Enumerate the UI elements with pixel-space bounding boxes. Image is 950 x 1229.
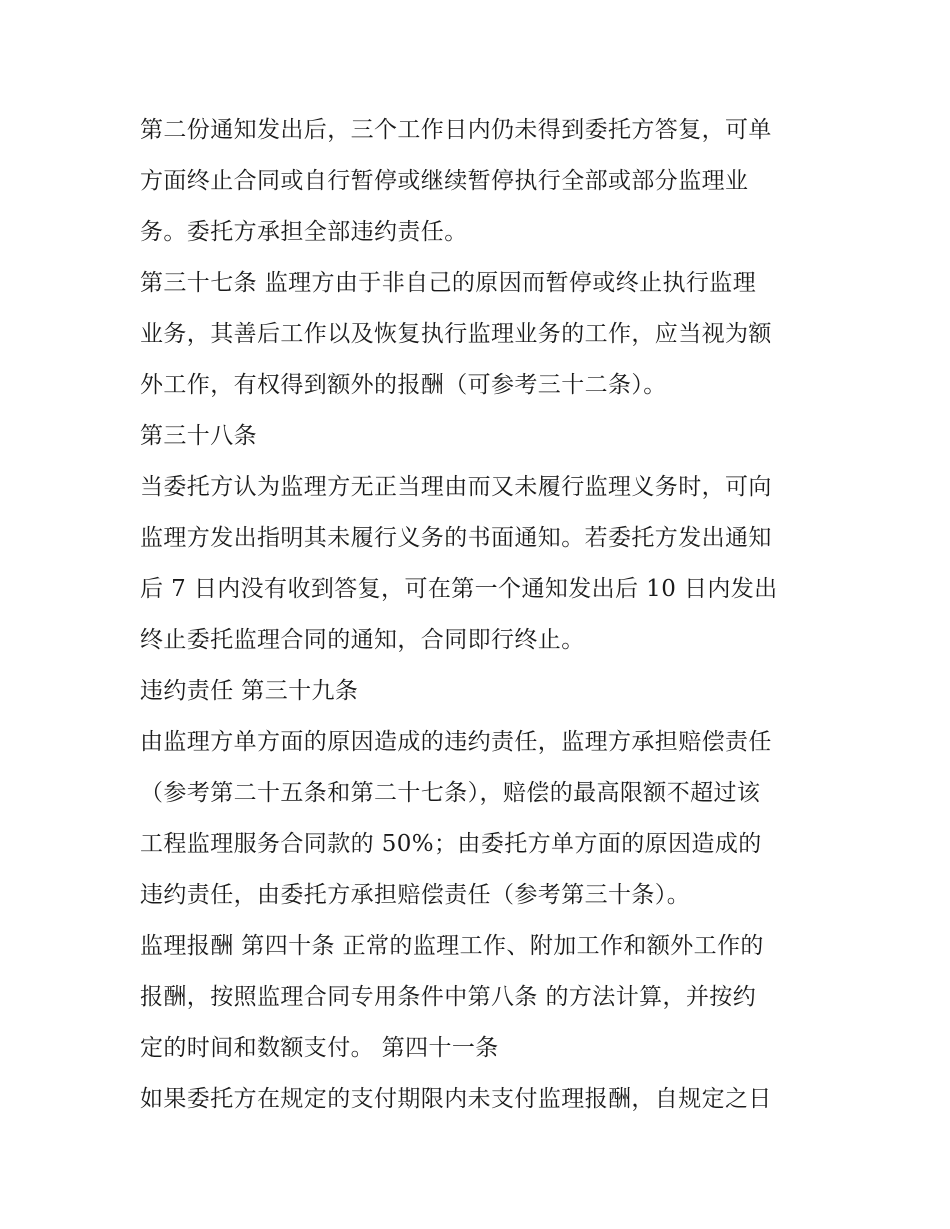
text-line: 监理方发出指明其未履行义务的书面通知。若委托方发出通知 xyxy=(140,525,772,551)
text-line: 后 7 日内没有收到答复，可在第一个通知发出后 10 日内发出 xyxy=(140,576,778,602)
text-line: 第二份通知发出后，三个工作日内仍未得到委托方答复，可单 xyxy=(140,117,772,143)
text-line: 报酬，按照监理合同专用条件中第八条 的方法计算，并按约 xyxy=(140,984,757,1010)
article-38-heading: 第三十八条 xyxy=(140,423,257,449)
text-line: 方面终止合同或自行暂停或继续暂停执行全部或部分监理业 xyxy=(140,168,749,194)
text-line: 工程监理服务合同款的 50%；由委托方单方面的原因造成的 xyxy=(140,831,762,857)
text-line: 务。委托方承担全部违约责任。 xyxy=(140,219,468,245)
text-line: 当委托方认为监理方无正当理由而又未履行监理义务时，可向 xyxy=(140,474,772,500)
text-line: 定的时间和数额支付。 第四十一条 xyxy=(140,1035,499,1061)
text-line: 业务，其善后工作以及恢复执行监理业务的工作，应当视为额 xyxy=(140,321,772,347)
text-line: 由监理方单方面的原因造成的违约责任，监理方承担赔偿责任 xyxy=(140,729,772,755)
text-line: 终止委托监理合同的通知，合同即行终止。 xyxy=(140,627,585,653)
article-37-line: 第三十七条 监理方由于非自己的原因而暂停或终止执行监理 xyxy=(140,270,757,296)
text-line: 如果委托方在规定的支付期限内未支付监理报酬，自规定之日 xyxy=(140,1086,772,1112)
article-40-line: 监理报酬 第四十条 正常的监理工作、附加工作和额外工作的 xyxy=(140,933,764,959)
document-body xyxy=(140,105,815,1125)
text-line: 违约责任，由委托方承担赔偿责任（参考第三十条）。 xyxy=(140,882,691,908)
article-39-heading: 违约责任 第三十九条 xyxy=(140,678,359,704)
text-line: 外工作，有权得到额外的报酬（可参考三十二条）。 xyxy=(140,372,667,398)
text-line: （参考第二十五条和第二十七条），赔偿的最高限额不超过该 xyxy=(140,780,761,806)
